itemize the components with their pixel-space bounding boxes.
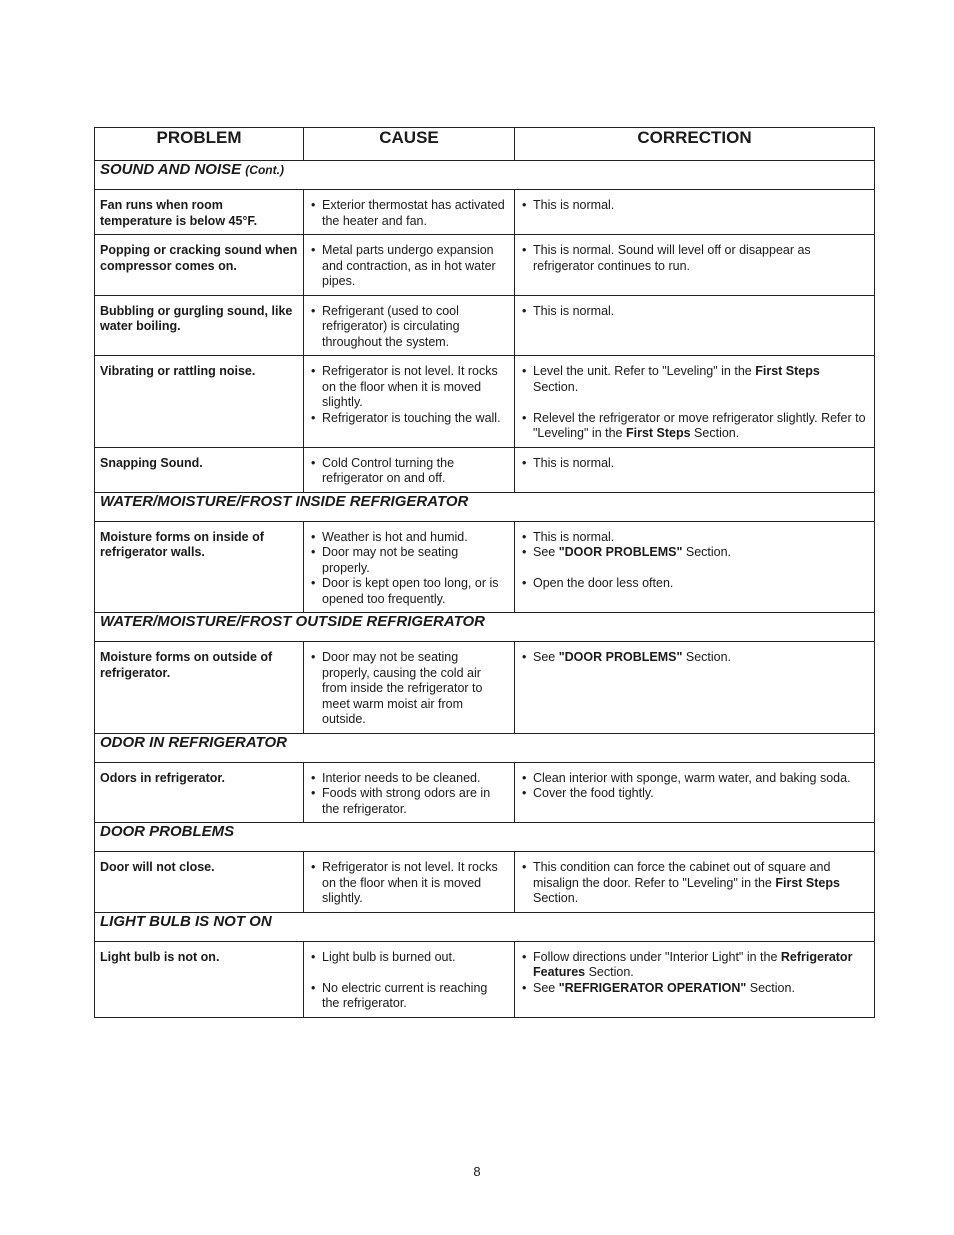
correction-text: This is normal. xyxy=(533,455,615,470)
cause-cell xyxy=(304,190,515,235)
correction-cell xyxy=(515,295,875,356)
page-number: 8 xyxy=(473,1164,481,1179)
correction-text: Section. xyxy=(746,980,795,995)
correction-bold-text: "DOOR PROBLEMS" xyxy=(558,650,683,664)
problem-cell: Door will not close. xyxy=(95,852,304,913)
problem-cell: Popping or cracking sound when compressor comes on. xyxy=(95,235,304,296)
table-header xyxy=(95,128,875,161)
cause-item: • Interior needs to be cleaned. xyxy=(309,771,508,787)
problem-cell: Moisture forms on inside of refrigerator walls. xyxy=(95,521,304,613)
table-body xyxy=(95,161,875,1018)
correction-item xyxy=(520,576,868,592)
cause-item: • Metal parts undergo expansion and contraction, as in hot water pipes. xyxy=(309,243,508,290)
correction-item xyxy=(520,950,868,981)
cause-item: • Weather is hot and humid. xyxy=(309,530,508,546)
cause-list xyxy=(309,950,508,1012)
correction-cell xyxy=(515,356,875,448)
correction-item xyxy=(520,411,868,442)
correction-text: This is normal. xyxy=(533,529,615,544)
table-row xyxy=(95,762,875,823)
correction-item xyxy=(520,860,868,907)
cause-cell xyxy=(304,852,515,913)
table-row xyxy=(95,642,875,734)
correction-cell xyxy=(515,235,875,296)
correction-bold-text: "REFRIGERATOR OPERATION" xyxy=(558,980,747,995)
correction-text: Section. xyxy=(682,650,732,664)
cause-item: • Refrigerator is not level. It rocks on the floor when it is moved slightly. xyxy=(309,860,508,907)
cause-list xyxy=(309,198,508,229)
table-row xyxy=(95,235,875,296)
section-row xyxy=(95,823,875,852)
correction-item xyxy=(520,198,868,214)
cause-list xyxy=(309,304,508,351)
correction-item xyxy=(520,456,868,472)
correction-text: Follow directions under "Interior Light" in the xyxy=(533,949,781,964)
correction-text: Section. xyxy=(682,545,732,559)
correction-bold-text: Refrigerator Features xyxy=(533,949,853,979)
correction-text: Section. xyxy=(533,891,579,905)
correction-text: This is normal. xyxy=(533,198,615,212)
cause-cell xyxy=(304,356,515,448)
section-title xyxy=(95,613,875,642)
correction-bold-text: "DOOR PROBLEMS" xyxy=(558,545,683,559)
correction-item xyxy=(520,304,868,320)
table-row xyxy=(95,941,875,1017)
section-row xyxy=(95,912,875,941)
correction-cell xyxy=(515,521,875,613)
correction-text: See xyxy=(533,650,559,664)
cause-item: • Foods with strong odors are in the refrigerator. xyxy=(309,786,508,817)
correction-list xyxy=(520,530,868,592)
problem-cell: Vibrating or rattling noise. xyxy=(95,356,304,448)
cause-cell xyxy=(304,447,515,492)
problem-cell: Light bulb is not on. xyxy=(95,941,304,1017)
correction-item xyxy=(520,545,868,561)
cause-list xyxy=(309,771,508,818)
section-title-text: WATER/MOISTURE/FROST INSIDE REFRIGERATOR xyxy=(100,492,469,510)
correction-list xyxy=(520,304,868,320)
cause-list xyxy=(309,364,508,426)
header-problem: PROBLEM xyxy=(95,128,304,161)
correction-list xyxy=(520,950,868,997)
correction-cell xyxy=(515,852,875,913)
correction-list xyxy=(520,364,868,442)
correction-list xyxy=(520,771,868,802)
table-row xyxy=(95,356,875,448)
section-title xyxy=(95,733,875,762)
correction-cell xyxy=(515,642,875,734)
correction-item xyxy=(520,650,868,666)
correction-text: This condition can force the cabinet out of square and misalign the door. Refer to "Leveling" in the xyxy=(533,860,831,890)
correction-item xyxy=(520,243,868,274)
cause-list xyxy=(309,530,508,608)
correction-list xyxy=(520,243,868,274)
cause-cell xyxy=(304,762,515,823)
cause-item: • Door may not be seating properly, causing the cold air from inside the refrigerator to meet warm moist air from outside. xyxy=(309,650,508,728)
correction-list xyxy=(520,456,868,472)
section-title-text: WATER/MOISTURE/FROST OUTSIDE REFRIGERATOR xyxy=(100,613,486,630)
cause-list xyxy=(309,456,508,487)
cause-item: • Cold Control turning the refrigerator on and off. xyxy=(309,456,508,487)
correction-item xyxy=(520,771,868,787)
table-row xyxy=(95,852,875,913)
section-title-text: LIGHT BULB IS NOT ON xyxy=(100,912,272,930)
section-row xyxy=(95,733,875,762)
problem-cell: Bubbling or gurgling sound, like water boiling. xyxy=(95,295,304,356)
correction-item xyxy=(520,981,868,997)
correction-text: Cover the food tightly. xyxy=(533,786,654,800)
correction-text: Section. xyxy=(533,379,579,394)
correction-list xyxy=(520,860,868,907)
correction-bold-text: First Steps xyxy=(775,875,840,890)
cause-list xyxy=(309,860,508,907)
correction-cell xyxy=(515,762,875,823)
section-title xyxy=(95,912,875,941)
cause-item: • Refrigerant (used to cool refrigerator) is circulating throughout the system. xyxy=(309,304,508,351)
correction-list xyxy=(520,198,868,214)
table-row xyxy=(95,521,875,613)
section-title xyxy=(95,823,875,852)
table-row xyxy=(95,295,875,356)
correction-text: Level the unit. Refer to "Leveling" in the xyxy=(533,364,756,378)
correction-text: This is normal. Sound will level off or disappear as refrigerator continues to run. xyxy=(533,243,811,273)
correction-item xyxy=(520,786,868,802)
cause-item: • Door is kept open too long, or is opened too frequently. xyxy=(309,576,508,607)
correction-text: See xyxy=(533,545,559,559)
table-row xyxy=(95,447,875,492)
cause-cell xyxy=(304,235,515,296)
cause-item: • No electric current is reaching the refrigerator. xyxy=(309,981,508,1012)
section-title-text: DOOR PROBLEMS xyxy=(100,823,235,840)
correction-item xyxy=(520,530,868,546)
section-row xyxy=(95,492,875,521)
cause-cell xyxy=(304,941,515,1017)
cause-list xyxy=(309,650,508,728)
correction-item xyxy=(520,364,868,395)
table-row xyxy=(95,190,875,235)
correction-bold-text: First Steps xyxy=(625,426,691,440)
correction-text: Clean interior with sponge, warm water, and baking soda. xyxy=(533,770,851,785)
header-cause: CAUSE xyxy=(304,128,515,161)
section-title-suffix: (Cont.) xyxy=(245,163,284,177)
correction-text: This is normal. xyxy=(533,303,615,318)
cause-item: • Refrigerator is touching the wall. xyxy=(309,411,508,427)
cause-cell xyxy=(304,295,515,356)
problem-cell: Odors in refrigerator. xyxy=(95,762,304,823)
cause-list xyxy=(309,243,508,290)
correction-bold-text: First Steps xyxy=(755,364,820,378)
correction-list xyxy=(520,650,868,666)
section-row xyxy=(95,161,875,190)
correction-text: Section. xyxy=(585,965,634,979)
problem-cell: Snapping Sound. xyxy=(95,447,304,492)
problem-cell: Fan runs when room temperature is below 45°F. xyxy=(95,190,304,235)
section-title-text: ODOR IN REFRIGERATOR xyxy=(100,733,287,751)
cause-item: • Refrigerator is not level. It rocks on the floor when it is moved slightly. xyxy=(309,364,508,411)
cause-cell xyxy=(304,521,515,613)
cause-item: • Door may not be seating properly. xyxy=(309,545,508,576)
section-row xyxy=(95,613,875,642)
section-title xyxy=(95,492,875,521)
cause-item: • Light bulb is burned out. xyxy=(309,950,508,966)
correction-cell xyxy=(515,447,875,492)
troubleshooting-table xyxy=(94,127,875,1018)
correction-cell xyxy=(515,941,875,1017)
section-title xyxy=(95,161,875,190)
cause-cell xyxy=(304,642,515,734)
correction-text: Open the door less often. xyxy=(533,576,674,590)
header-correction: CORRECTION xyxy=(515,128,875,161)
cause-item: • Exterior thermostat has activated the heater and fan. xyxy=(309,198,508,229)
problem-cell: Moisture forms on outside of refrigerator. xyxy=(95,642,304,734)
section-title-text: SOUND AND NOISE xyxy=(100,161,242,178)
correction-text: Relevel the refrigerator or move refrigerator slightly. Refer to "Leveling" in the xyxy=(533,410,866,440)
correction-cell xyxy=(515,190,875,235)
correction-text: Section. xyxy=(690,426,740,440)
correction-text: See xyxy=(533,980,559,995)
